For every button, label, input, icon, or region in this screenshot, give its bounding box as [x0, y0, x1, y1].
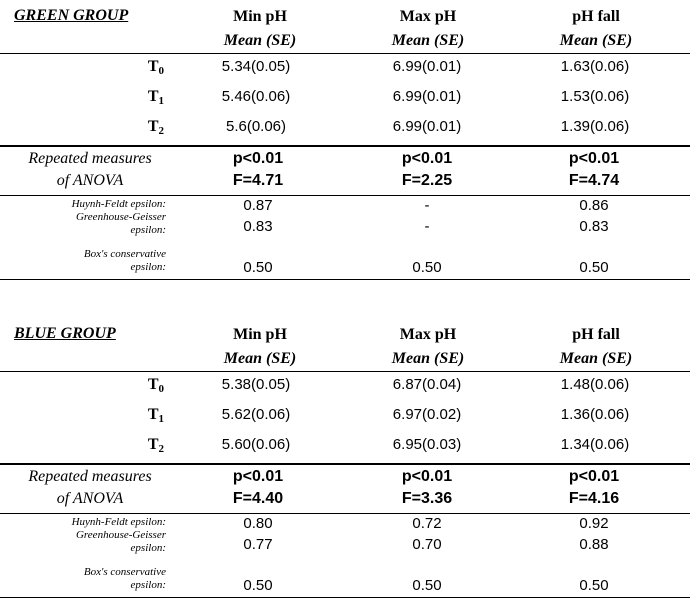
huynh-max: - — [424, 197, 430, 214]
group-title: BLUE GROUP — [14, 325, 116, 342]
box-conservative-label-line1: Box's conservative — [83, 566, 166, 578]
box-conservative-label-line1: Box's conservative — [83, 248, 166, 260]
cell-fall-t0: 1.63(0.06) — [560, 58, 630, 75]
col-sub-min-ph: Mean (SE) — [223, 32, 297, 49]
anova-f-max: F=3.36 — [401, 490, 453, 507]
anova-p-min: p<0.01 — [232, 150, 284, 167]
greenhouse-fall: 0.83 — [579, 218, 609, 235]
cell-min-t0: 5.34(0.05) — [221, 58, 291, 75]
cell-max-t0: 6.99(0.01) — [392, 58, 462, 75]
anova-f-fall: F=4.74 — [568, 172, 620, 189]
col-sub-ph-fall: Mean (SE) — [559, 350, 633, 367]
bottom-rule — [0, 279, 690, 280]
anova-label-line2: of ANOVA — [56, 490, 124, 507]
cell-fall-t2: 1.39(0.06) — [560, 118, 630, 135]
time-label-t0: $T_0$ — [147, 376, 164, 395]
cell-min-t0: 5.38(0.05) — [221, 376, 291, 393]
header-rule — [0, 53, 690, 54]
anova-p-max: p<0.01 — [401, 150, 453, 167]
time-label-t0: $T_0$ — [147, 58, 164, 77]
anova-p-max: p<0.01 — [401, 468, 453, 485]
huynh-min: 0.80 — [243, 515, 273, 532]
group-title: GREEN GROUP — [14, 7, 129, 24]
huynh-min: 0.87 — [243, 197, 273, 214]
cell-min-t1: 5.62(0.06) — [221, 406, 291, 423]
greenhouse-max: - — [424, 218, 430, 235]
col-sub-min-ph: Mean (SE) — [223, 350, 297, 367]
time-label-t2: $T_2$ — [147, 118, 164, 137]
bottom-rule — [0, 597, 690, 598]
anova-label-line1: Repeated measures — [28, 150, 152, 167]
huynh-fall: 0.86 — [579, 197, 609, 214]
box-conservative-label-line2: epsilon: — [130, 261, 166, 273]
cell-max-t2: 6.95(0.03) — [392, 436, 462, 453]
col-header-ph-fall: pH fall — [572, 326, 620, 343]
cell-min-t2: 5.60(0.06) — [221, 436, 291, 453]
col-header-max-ph: Max pH — [399, 326, 457, 343]
greenhouse-geisser-label-line1: Greenhouse-Geisser — [75, 211, 166, 223]
anova-label-line2: of ANOVA — [56, 172, 124, 189]
cell-fall-t1: 1.36(0.06) — [560, 406, 630, 423]
col-sub-max-ph: Mean (SE) — [391, 350, 465, 367]
anova-rule — [0, 463, 690, 465]
huynh-feldt-label: Huynh-Feldt epsilon: — [71, 198, 166, 210]
cell-max-t1: 6.97(0.02) — [392, 406, 462, 423]
epsilon-rule — [0, 195, 690, 196]
time-label-t2: $T_2$ — [147, 436, 164, 455]
col-sub-ph-fall: Mean (SE) — [559, 32, 633, 49]
box-min: 0.50 — [243, 259, 273, 276]
cell-fall-t1: 1.53(0.06) — [560, 88, 630, 105]
epsilon-rule — [0, 513, 690, 514]
huynh-feldt-label: Huynh-Feldt epsilon: — [71, 516, 166, 528]
cell-min-t1: 5.46(0.06) — [221, 88, 291, 105]
box-conservative-label-line2: epsilon: — [130, 579, 166, 591]
box-max: 0.50 — [412, 577, 442, 594]
greenhouse-min: 0.77 — [243, 536, 273, 553]
greenhouse-geisser-label-line2: epsilon: — [130, 542, 166, 554]
header-rule — [0, 371, 690, 372]
anova-p-fall: p<0.01 — [568, 150, 620, 167]
col-header-ph-fall: pH fall — [572, 8, 620, 25]
cell-fall-t0: 1.48(0.06) — [560, 376, 630, 393]
anova-f-fall: F=4.16 — [568, 490, 620, 507]
time-label-t1: $T_1$ — [147, 406, 164, 425]
cell-max-t0: 6.87(0.04) — [392, 376, 462, 393]
col-header-min-ph: Min pH — [233, 326, 287, 343]
anova-label-line1: Repeated measures — [28, 468, 152, 485]
huynh-max: 0.72 — [412, 515, 442, 532]
greenhouse-fall: 0.88 — [579, 536, 609, 553]
anova-rule — [0, 145, 690, 147]
anova-f-min: F=4.71 — [232, 172, 284, 189]
time-label-t1: $T_1$ — [147, 88, 164, 107]
greenhouse-min: 0.83 — [243, 218, 273, 235]
cell-max-t2: 6.99(0.01) — [392, 118, 462, 135]
cell-min-t2: 5.6(0.06) — [225, 118, 287, 135]
cell-max-t1: 6.99(0.01) — [392, 88, 462, 105]
box-fall: 0.50 — [579, 577, 609, 594]
box-min: 0.50 — [243, 577, 273, 594]
greenhouse-geisser-label-line1: Greenhouse-Geisser — [75, 529, 166, 541]
col-header-min-ph: Min pH — [233, 8, 287, 25]
huynh-fall: 0.92 — [579, 515, 609, 532]
anova-p-fall: p<0.01 — [568, 468, 620, 485]
col-sub-max-ph: Mean (SE) — [391, 32, 465, 49]
cell-fall-t2: 1.34(0.06) — [560, 436, 630, 453]
box-max: 0.50 — [412, 259, 442, 276]
greenhouse-geisser-label-line2: epsilon: — [130, 224, 166, 236]
col-header-max-ph: Max pH — [399, 8, 457, 25]
anova-f-max: F=2.25 — [401, 172, 453, 189]
anova-f-min: F=4.40 — [232, 490, 284, 507]
greenhouse-max: 0.70 — [412, 536, 442, 553]
anova-p-min: p<0.01 — [232, 468, 284, 485]
box-fall: 0.50 — [579, 259, 609, 276]
